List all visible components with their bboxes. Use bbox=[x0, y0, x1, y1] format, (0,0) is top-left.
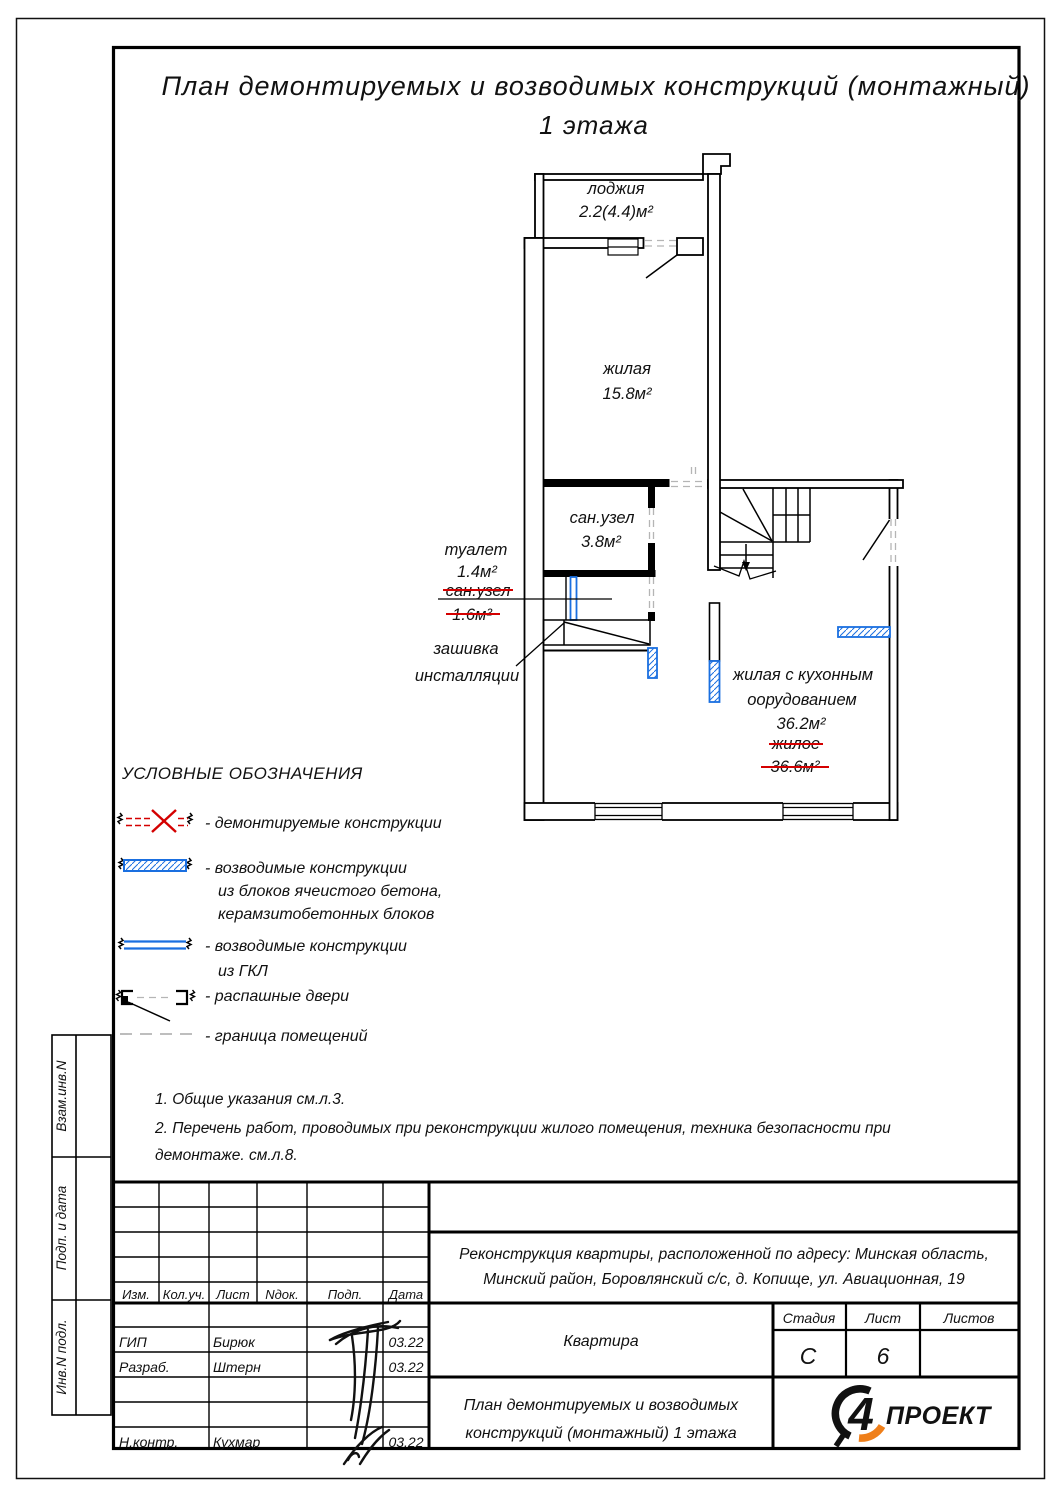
note-line1: 1. Общие указания см.л.3. bbox=[155, 1091, 346, 1108]
row-gip-date: 03.22 bbox=[388, 1334, 424, 1350]
room-kitchen-living-line1: жилая с кухонным bbox=[732, 666, 874, 684]
room-bathroom-area: 3.8м² bbox=[581, 533, 621, 551]
wall-top-protrusion bbox=[703, 154, 730, 174]
sheet-title-line2: 1 этажа bbox=[539, 110, 649, 140]
legend-symbol-blocks bbox=[119, 858, 191, 871]
project-address-line1: Реконструкция квартиры, расположенной по адресу: Минская область, bbox=[459, 1246, 989, 1263]
legend-symbol-doors bbox=[117, 990, 195, 1021]
room-loggia-area: 2.2(4.4)м² bbox=[579, 203, 653, 221]
staircase bbox=[714, 488, 810, 579]
side-label-vzam: Взам.инв.N bbox=[54, 1060, 69, 1132]
door-pier bbox=[677, 238, 703, 255]
loggia-left-stub bbox=[535, 174, 544, 238]
legend-label-blocks-1: - возводимые конструкции bbox=[205, 860, 407, 877]
sheet-value: 6 bbox=[876, 1343, 890, 1369]
col-data: Дата bbox=[388, 1287, 424, 1302]
legend-label-gkl-2: из ГКЛ bbox=[218, 963, 268, 980]
col-ndok: Nдок. bbox=[265, 1287, 299, 1302]
room-bathroom-name: сан.узел bbox=[569, 509, 635, 527]
row-gip-name: Бирюк bbox=[213, 1334, 255, 1350]
annot-encasement-line2: инсталляции bbox=[414, 667, 520, 685]
logo-digit: 4 bbox=[848, 1388, 874, 1440]
central-thick-wall bbox=[708, 174, 720, 570]
room-kitchen-living-line2: оорудованием bbox=[747, 691, 857, 709]
title-block bbox=[113, 1182, 1019, 1464]
legend-label-blocks-3: керамзитобетонных блоков bbox=[218, 906, 435, 923]
legend-symbol-demolished bbox=[118, 810, 192, 832]
note-line3: демонтаже. см.л.8. bbox=[155, 1147, 298, 1164]
side-label-podp: Подп. и дата bbox=[54, 1185, 69, 1271]
room-old-name: жилое bbox=[771, 735, 821, 753]
loggia-door-swing bbox=[646, 255, 677, 278]
installation-encasement bbox=[544, 620, 656, 651]
room-living-area: 15.8м² bbox=[602, 385, 652, 403]
room-kitchen-living-area: 36.2м² bbox=[776, 715, 826, 733]
left-outer-wall bbox=[525, 238, 544, 820]
room-living-name: жилая bbox=[603, 360, 651, 378]
row-nkontr-name: Кухмар bbox=[213, 1434, 261, 1450]
window-bottom-right bbox=[783, 802, 853, 821]
corridor-wall bbox=[708, 480, 903, 488]
row-gip-role: ГИП bbox=[119, 1334, 147, 1350]
sheets-label: Листов bbox=[943, 1310, 995, 1326]
notes bbox=[154, 1091, 891, 1164]
annot-toilet-name: туалет bbox=[444, 541, 508, 559]
stage-label: Стадия bbox=[782, 1310, 836, 1326]
annot-old-bathroom-area: 1.6м² bbox=[452, 606, 492, 624]
entry-door-swing bbox=[863, 520, 890, 560]
company-logo bbox=[835, 1388, 993, 1446]
col-podp: Подп. bbox=[327, 1287, 363, 1302]
row-razrab-date: 03.22 bbox=[388, 1359, 424, 1375]
doc-title-line1: План демонтируемых и возводимых bbox=[463, 1397, 739, 1414]
legend-title: УСЛОВНЫЕ ОБОЗНАЧЕНИЯ bbox=[122, 764, 363, 783]
sheet-title-line1: План демонтируемых и возводимых конструкций (монтажный) bbox=[161, 71, 1031, 101]
row-razrab-role: Разраб. bbox=[119, 1359, 170, 1375]
doc-title-line2: конструкций (монтажный) 1 этажа bbox=[465, 1425, 737, 1442]
legend-label-demolished: - демонтируемые конструкции bbox=[205, 815, 442, 832]
stage-value: С bbox=[799, 1343, 817, 1369]
legend-label-boundary: - граница помещений bbox=[205, 1028, 368, 1045]
logo-text: ПРОЕКТ bbox=[886, 1402, 991, 1430]
legend-label-doors: - распашные двери bbox=[205, 988, 350, 1005]
side-label-inv: Инв.N подл. bbox=[54, 1319, 69, 1395]
row-nkontr-role: Н.контр. bbox=[119, 1434, 179, 1450]
legend bbox=[117, 764, 443, 1045]
stair-break-line bbox=[714, 561, 776, 579]
window-bottom-left bbox=[595, 802, 662, 821]
legend-label-gkl-1: - возводимые конструкции bbox=[205, 938, 407, 955]
annot-encasement-line1: зашивка bbox=[433, 640, 499, 658]
annot-old-bathroom-name: сан.узел bbox=[445, 582, 511, 600]
entry-door-gap bbox=[889, 519, 899, 566]
legend-label-blocks-2: из блоков ячеистого бетона, bbox=[218, 883, 443, 900]
legend-symbol-gkl bbox=[119, 938, 191, 949]
col-list: Лист bbox=[216, 1287, 250, 1302]
sheet-label: Лист bbox=[864, 1310, 902, 1326]
new-block-walls bbox=[648, 603, 890, 702]
loggia-door-opening bbox=[645, 241, 676, 247]
row-nkontr-date: 03.22 bbox=[388, 1434, 424, 1450]
floor-plan bbox=[415, 154, 903, 821]
object-name: Квартира bbox=[563, 1333, 639, 1350]
col-koluch: Кол.уч. bbox=[162, 1287, 206, 1302]
loggia-window bbox=[608, 239, 638, 255]
col-izm: Изм. bbox=[122, 1287, 150, 1302]
row-razrab-name: Штерн bbox=[213, 1359, 261, 1375]
annot-toilet-area: 1.4м² bbox=[457, 563, 497, 581]
note-line2: 2. Перечень работ, проводимых при реконструкции жилого помещения, техника безопасности при bbox=[155, 1120, 891, 1137]
project-address-line2: Минский район, Боровлянский с/с, д. Копище, ул. Авиационная, 19 bbox=[483, 1271, 965, 1288]
room-loggia-name: лоджия bbox=[587, 180, 645, 198]
room-old-area: 36.6м² bbox=[770, 758, 820, 776]
